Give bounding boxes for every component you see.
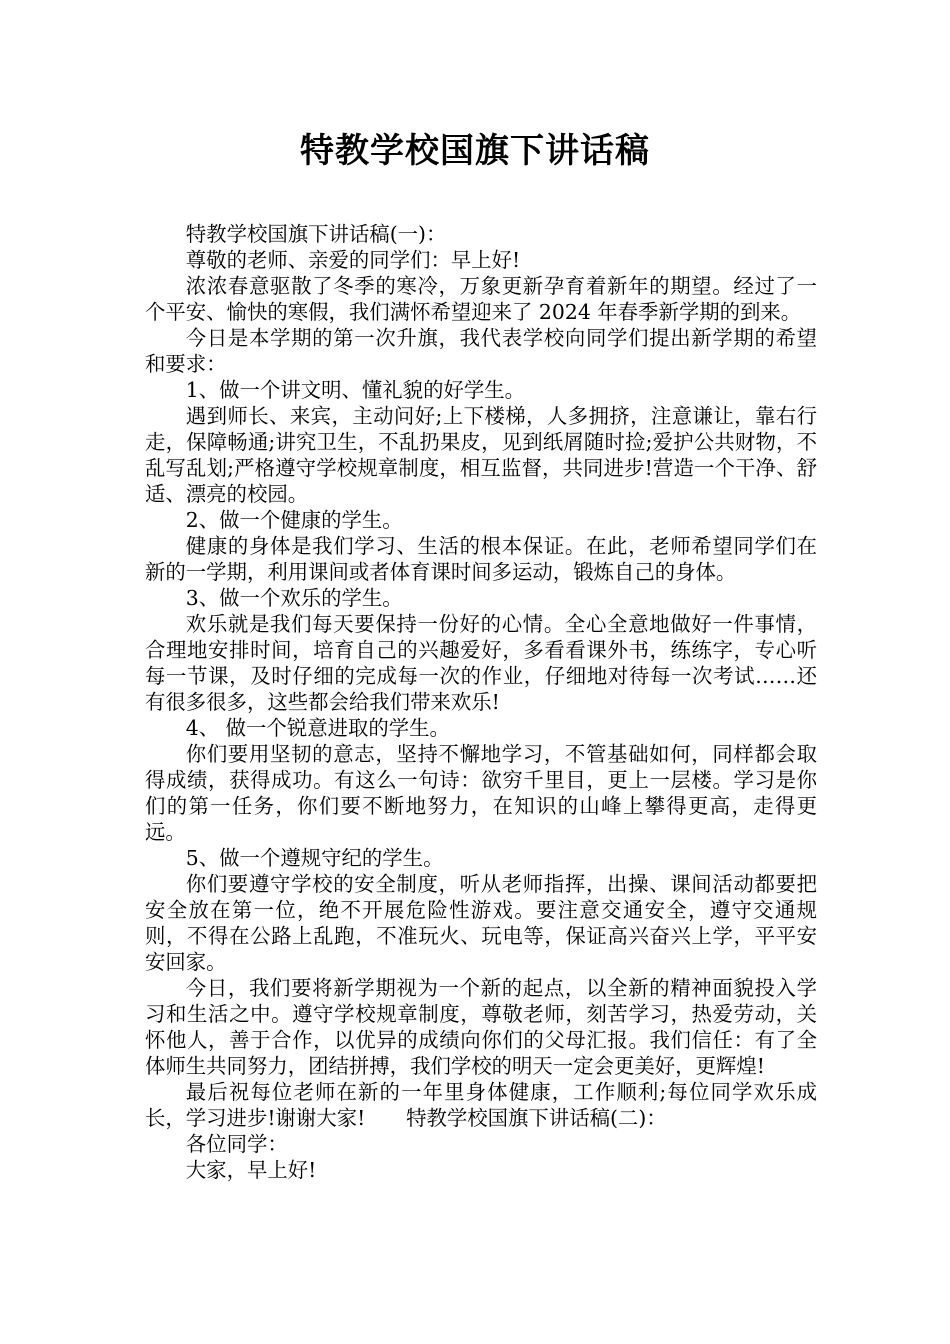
paragraph-closing-wishes: 最后祝每位老师在新的一年里身体健康，工作顺利;每位同学欢乐成长，学习进步!谢谢大家! 特教学校国旗下讲话稿(二)： [145,1080,817,1130]
paragraph-spring-intro: 浓浓春意驱散了冬季的寒冷，万象更新孕育着新年的期望。经过了一个平安、愉快的寒假，我们满怀希望迎来了 2024 年春季新学期的到来。 [145,274,817,324]
paragraph-speech-two-salutation: 各位同学： [185,1132,288,1156]
paragraph-point-3-body: 欢乐就是我们每天要保持一份好的心情。全心全意地做好一件事情，合理地安排时间，培育自己的兴趣爱好，多看看课外书，练练字，专心听每一节课，及时仔细的完成每一次的作业，仔细地对待每一次考试……还有很多很多，这些都会给我们带来欢乐! [145,612,817,714]
paragraph-first-flag-raising: 今日是本学期的第一次升旗，我代表学校向同学们提出新学期的希望和要求： [145,326,817,376]
paragraph-point-1-heading: 1、做一个讲文明、懂礼貌的好学生。 [185,378,526,402]
paragraph-point-4-heading: 4、 做一个锐意进取的学生。 [185,716,450,740]
paragraph-point-2-body: 健康的身体是我们学习、生活的根本保证。在此，老师希望同学们在新的一学期，利用课间或者体育课时间多运动，锻炼自己的身体。 [145,534,817,584]
paragraph-speech-two-greeting: 大家，早上好! [185,1158,317,1182]
document-body [145,221,817,1183]
paragraph-point-2-heading: 2、做一个健康的学生。 [185,508,403,532]
paragraph-point-5-heading: 5、做一个遵规守纪的学生。 [185,846,444,870]
paragraph-speech-one-heading: 特教学校国旗下讲话稿(一)： [185,222,447,246]
paragraph-point-1-body: 遇到师长、来宾，主动问好;上下楼梯，人多拥挤，注意谦让，靠右行走，保障畅通;讲究卫生，不乱扔果皮，见到纸屑随时捡;爱护公共财物，不乱写乱划;严格遵守学校规章制度，相互监督，共同进步!营造一个干净、舒适、漂亮的校园。 [145,404,817,506]
paragraph-new-start: 今日，我们要将新学期视为一个新的起点，以全新的精神面貌投入学习和生活之中。遵守学校规章制度，尊敬老师，刻苦学习，热爱劳动，关怀他人，善于合作，以优异的成绩向你们的父母汇报。我们信任：有了全体师生共同努力，团结拼搏，我们学校的明天一定会更美好，更辉煌! [145,976,817,1078]
paragraph-point-4-body: 你们要用坚韧的意志，坚持不懈地学习，不管基础如何，同样都会取得成绩，获得成功。有这么一句诗：欲穷千里目，更上一层楼。学习是你们的第一任务，你们要不断地努力，在知识的山峰上攀得更高，走得更远。 [145,742,817,844]
document-title: 特教学校国旗下讲话稿 [300,131,650,171]
paragraph-point-3-heading: 3、做一个欢乐的学生。 [185,586,403,610]
paragraph-point-5-body: 你们要遵守学校的安全制度，听从老师指挥，出操、课间活动都要把安全放在第一位，绝不开展危险性游戏。要注意交通安全，遵守交通规则，不得在公路上乱跑，不准玩火、玩电等，保证高兴奋兴上学，平平安安回家。 [145,872,817,974]
paragraph-greeting: 尊敬的老师、亲爱的同学们：早上好! [185,248,521,272]
